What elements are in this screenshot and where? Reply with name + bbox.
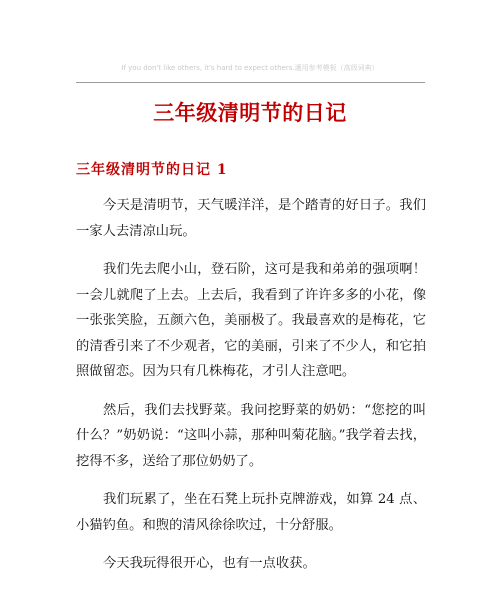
section-heading: 三年级清明节的日记 1 [76,162,228,178]
paragraph: 然后，我们去找野菜。我问挖野菜的奶奶：“您挖的叫什么？”奶奶说：“这叫小蒜，那种叫菊花脑。”我学着去找，挖得不多，送给了那位奶奶了。 [76,402,426,469]
paragraph: 我们玩累了，坐在石凳上玩扑克牌游戏，如算 24 点、小猫钓鱼。和煦的清风徐徐吹过，十分舒服。 [76,492,426,533]
paragraph: 今天是清明节，天气暖洋洋，是个踏青的好日子。我们一家人去清凉山玩。 [76,198,426,239]
document-body [76,193,426,590]
header-divider [76,82,425,83]
document-title: 三年级清明节的日记 [153,100,347,125]
paragraph: 我们先去爬小山，登石阶，这可是我和弟弟的强项啊！一会儿就爬了上去。上去后，我看到了许许多多的小花，像一张张笑脸，五颜六色，美丽极了。我最喜欢的是梅花，它的清香引来了不少观者，它的美丽，引来了不少人，和它拍照做留恋。因为只有几株梅花，才引人注意吧。 [76,262,426,379]
header-watermark: If you don't like others, it's hard to expect others.適用参考模板（高级词典） [121,64,379,72]
paragraph: 今天我玩得很开心，也有一点收获。 [103,556,316,571]
